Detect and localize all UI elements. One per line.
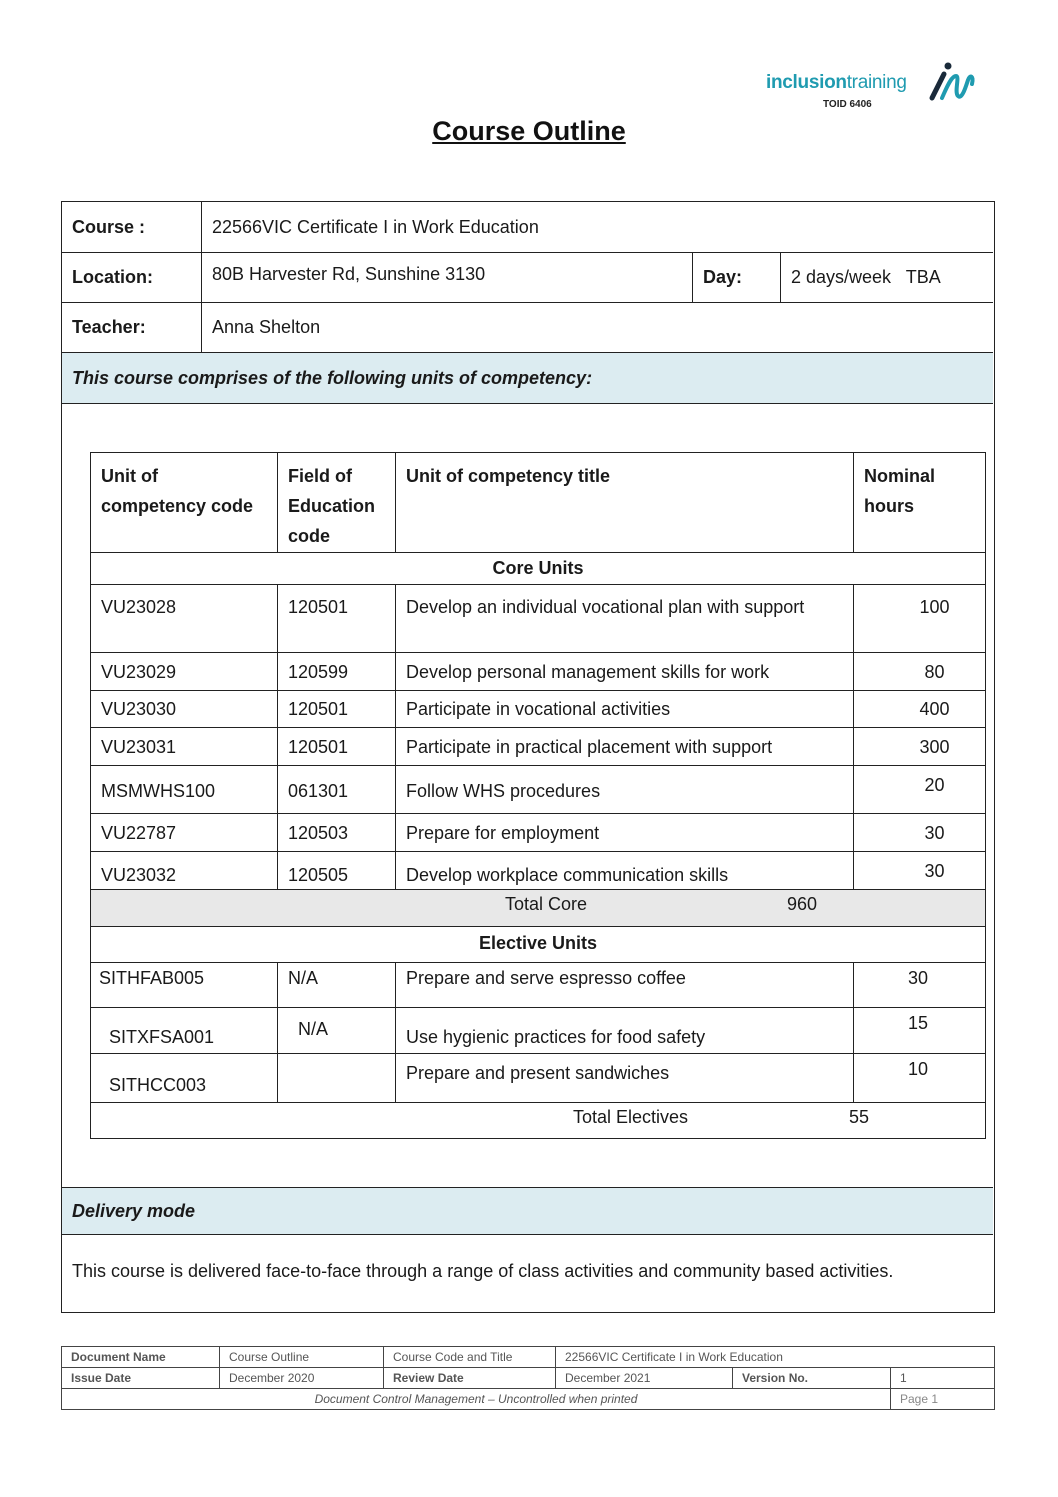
total-core-value: 960: [787, 894, 818, 914]
unit-title: Prepare and serve espresso coffee: [395, 963, 853, 1007]
total-electives-row: [91, 1103, 985, 1138]
unit-title: Develop an individual vocational plan with support: [395, 585, 853, 652]
review-date-label: Review Date: [383, 1368, 555, 1388]
table-row: [91, 852, 985, 889]
header-nominal-hours: Nominal hours: [853, 453, 985, 552]
delivery-heading: Delivery mode: [72, 1200, 196, 1221]
footer-row: [62, 1347, 994, 1368]
im-logo-icon: [928, 62, 976, 102]
core-units-heading: Core Units: [492, 558, 584, 578]
nominal-hours: 400: [853, 691, 985, 727]
inclusion-training-logo: [766, 62, 976, 112]
table-row: [91, 1008, 985, 1054]
field-code: 120501: [277, 585, 395, 652]
elective-units-heading-row: [91, 927, 985, 963]
table-row: [91, 814, 985, 852]
table-row: [91, 963, 985, 1008]
doc-name-value: Course Outline: [219, 1347, 383, 1367]
teacher-value: Anna Shelton: [201, 303, 993, 352]
units-of-competency-table: [90, 452, 986, 1139]
unit-title: Prepare for employment: [395, 814, 853, 851]
location-value: 80B Harvester Rd, Sunshine 3130: [201, 253, 692, 302]
field-code: N/A: [277, 963, 395, 1007]
total-electives-label: Total Electives: [573, 1107, 689, 1127]
day-label: Day:: [692, 253, 780, 302]
nominal-hours: 30: [853, 963, 985, 1007]
course-value: 22566VIC Certificate I in Work Education: [201, 202, 993, 252]
issue-date-value: December 2020: [219, 1368, 383, 1388]
table-row: [91, 691, 985, 728]
total-core-row: [91, 889, 985, 927]
unit-code: SITHCC003: [109, 1075, 207, 1095]
table-row: [91, 766, 985, 814]
day-value: 2 days/week TBA: [780, 253, 993, 302]
nominal-hours: 80: [853, 653, 985, 690]
field-code: 120505: [277, 852, 395, 889]
nominal-hours: 30: [853, 852, 985, 889]
location-row: [62, 253, 993, 303]
table-row: [91, 585, 985, 653]
unit-code: VU23031: [101, 737, 177, 757]
delivery-text: This course is delivered face-to-face through a range of class activities and community based activities.: [72, 1261, 894, 1281]
course-row: [62, 202, 993, 253]
field-code: 061301: [277, 766, 395, 813]
nominal-hours: 100: [853, 585, 985, 652]
logo-word-inclusion: inclusion: [766, 72, 847, 93]
nominal-hours: 30: [853, 814, 985, 851]
table-row: [91, 1054, 985, 1103]
teacher-row: [62, 303, 993, 353]
total-core-label: Total Core: [505, 894, 588, 914]
unit-code: MSMWHS100: [101, 781, 216, 801]
field-code: 120503: [277, 814, 395, 851]
code-title-label: Course Code and Title: [383, 1347, 555, 1367]
footer-row: [62, 1368, 994, 1389]
code-title-value: 22566VIC Certificate I in Work Education: [555, 1347, 994, 1367]
field-code: N/A: [277, 1008, 395, 1053]
field-code: [277, 1054, 395, 1102]
unit-title: Use hygienic practices for food safety: [395, 1008, 853, 1053]
total-electives-value: 55: [849, 1107, 870, 1127]
header-unit-title: Unit of competency title: [395, 453, 853, 552]
header-field-code: Field of Education code: [277, 453, 395, 552]
course-info-table: [61, 201, 995, 1313]
table-row: [91, 728, 985, 766]
nominal-hours: 10: [853, 1054, 985, 1102]
header-unit-code: Unit of competency code: [101, 466, 254, 516]
nominal-hours: 300: [853, 728, 985, 765]
course-label: Course :: [72, 216, 146, 237]
unit-title: Follow WHS procedures: [395, 766, 853, 813]
unit-title: Develop workplace communication skills: [395, 852, 853, 889]
page-number: Page 1: [890, 1389, 994, 1410]
footer-row: [62, 1389, 994, 1410]
elective-units-heading: Elective Units: [478, 933, 598, 953]
document-control-footer: [61, 1346, 995, 1410]
unit-code: VU23032: [101, 865, 177, 885]
nominal-hours: 15: [853, 1008, 985, 1053]
units-heading: This course comprises of the following units of competency:: [72, 367, 593, 388]
location-label: Location:: [72, 267, 153, 287]
delivery-heading-row: [62, 1187, 993, 1235]
unit-code: SITXFSA001: [109, 1027, 215, 1047]
nominal-hours: 20: [853, 766, 985, 813]
units-heading-row: [62, 353, 993, 404]
unit-title: Develop personal management skills for work: [395, 653, 853, 690]
delivery-text-row: [62, 1235, 993, 1311]
unit-code: VU22787: [101, 823, 177, 843]
logo-word-training: training: [846, 72, 907, 93]
version-value: 1: [890, 1368, 994, 1388]
unit-code: VU23029: [101, 662, 177, 682]
core-units-heading-row: [91, 553, 985, 585]
unit-title: Participate in vocational activities: [395, 691, 853, 727]
logo-toid: TOID 6406: [823, 99, 872, 110]
page-title: Course Outline: [432, 116, 626, 146]
version-label: Version No.: [732, 1368, 890, 1388]
unit-code: VU23030: [101, 699, 177, 719]
doc-name-label: Document Name: [71, 1350, 166, 1364]
review-date-value: December 2021: [555, 1368, 732, 1388]
teacher-label: Teacher:: [72, 317, 146, 337]
field-code: 120599: [277, 653, 395, 690]
field-code: 120501: [277, 728, 395, 765]
issue-date-label: Issue Date: [71, 1371, 132, 1385]
unit-code: SITHFAB005: [99, 968, 205, 988]
table-row: [91, 653, 985, 691]
unit-title: Participate in practical placement with support: [395, 728, 853, 765]
table-header-row: [91, 453, 985, 553]
control-note: Document Control Management – Uncontrolled when printed: [314, 1392, 638, 1406]
unit-title: Prepare and present sandwiches: [395, 1054, 853, 1102]
field-code: 120501: [277, 691, 395, 727]
unit-code: VU23028: [101, 597, 177, 617]
